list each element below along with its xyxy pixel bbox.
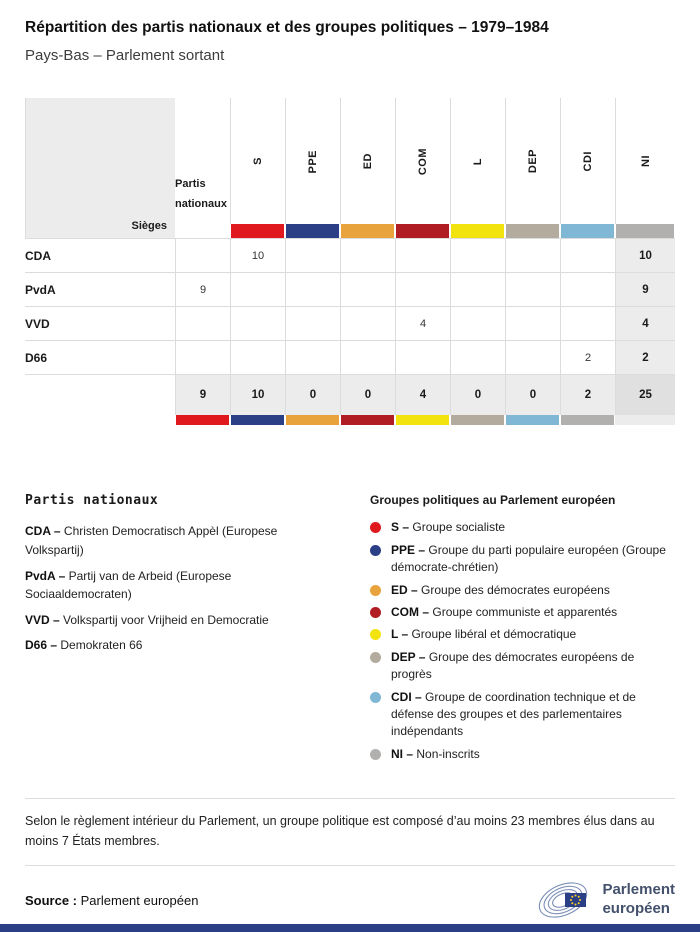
party-name: D66 bbox=[25, 340, 175, 374]
party-name: PvdA bbox=[25, 272, 175, 306]
total-cell: 10 bbox=[230, 374, 285, 415]
total-seats: 25 bbox=[615, 374, 675, 415]
header-bar-spacer bbox=[175, 224, 230, 238]
total-cell: 0 bbox=[340, 374, 395, 415]
color-bar-s-bottom bbox=[175, 415, 230, 425]
table-cell bbox=[505, 238, 560, 272]
party-legend-item: CDA – Christen Democratisch Appèl (Europese Volkspartij) bbox=[25, 524, 278, 557]
column-header-ppe: PPE bbox=[285, 98, 340, 224]
table-cell bbox=[450, 340, 505, 374]
column-header-s: S bbox=[230, 98, 285, 224]
seats-cell: 10 bbox=[615, 238, 675, 272]
table-cell bbox=[505, 272, 560, 306]
color-bar-dep bbox=[505, 224, 560, 238]
european-parliament-logo bbox=[536, 877, 675, 923]
seats-table bbox=[25, 98, 675, 425]
total-cell: 2 bbox=[560, 374, 615, 415]
page-subtitle: Pays-Bas – Parlement sortant bbox=[25, 47, 225, 65]
table-cell bbox=[175, 340, 230, 374]
legend-section bbox=[25, 493, 675, 768]
table-cell bbox=[340, 272, 395, 306]
footer bbox=[25, 874, 675, 926]
political-groups-legend bbox=[370, 493, 675, 768]
table-cell bbox=[340, 238, 395, 272]
ep-logo-wordmark: Parlement européen bbox=[602, 881, 675, 918]
seats-cell: 2 bbox=[615, 340, 675, 374]
table-cell bbox=[175, 306, 230, 340]
party-name: CDA bbox=[25, 238, 175, 272]
group-legend-item: S – Groupe socialiste bbox=[370, 519, 675, 536]
color-bar-ppe-bottom bbox=[230, 415, 285, 425]
color-bar-cdi-bottom bbox=[505, 415, 560, 425]
group-legend-item: PPE – Groupe du parti populaire européen (Groupe démocrate-chrétien) bbox=[370, 542, 675, 577]
total-cell: 0 bbox=[450, 374, 505, 415]
table-cell bbox=[285, 238, 340, 272]
source-label: Source : bbox=[25, 892, 78, 908]
group-color-dot-com bbox=[370, 607, 381, 618]
column-header-ed: ED bbox=[340, 98, 395, 224]
table-cell bbox=[340, 306, 395, 340]
group-color-dot-s bbox=[370, 522, 381, 533]
column-header-seats: Sièges bbox=[25, 98, 175, 238]
color-bar-ed bbox=[340, 224, 395, 238]
party-legend-item: D66 – Demokraten 66 bbox=[25, 638, 143, 653]
political-groups-title: Groupes politiques au Parlement européen bbox=[370, 493, 616, 508]
table-cell bbox=[560, 238, 615, 272]
table-cell: 4 bbox=[395, 306, 450, 340]
table-cell bbox=[340, 340, 395, 374]
total-cell: 4 bbox=[395, 374, 450, 415]
table-cell bbox=[285, 306, 340, 340]
column-header-ni: NI bbox=[615, 98, 675, 224]
table-cell: 9 bbox=[175, 272, 230, 306]
table-cell bbox=[450, 272, 505, 306]
color-bar-ni bbox=[615, 224, 675, 238]
total-cell: 0 bbox=[285, 374, 340, 415]
group-color-dot-l bbox=[370, 629, 381, 640]
table-cell bbox=[230, 306, 285, 340]
table-cell bbox=[560, 272, 615, 306]
table-cell bbox=[560, 306, 615, 340]
color-bar-com-bottom bbox=[340, 415, 395, 425]
table-cell bbox=[450, 306, 505, 340]
column-header-com: COM bbox=[395, 98, 450, 224]
group-legend-item: ED – Groupe des démocrates européens bbox=[370, 582, 675, 599]
color-bar-ed-bottom bbox=[285, 415, 340, 425]
total-cell: 9 bbox=[175, 374, 230, 415]
table-cell: 10 bbox=[230, 238, 285, 272]
column-header-cdi: CDI bbox=[560, 98, 615, 224]
column-header-l: L bbox=[450, 98, 505, 224]
group-legend-item: NI – Non-inscrits bbox=[370, 746, 675, 763]
column-header-dep: DEP bbox=[505, 98, 560, 224]
bottom-accent-bar bbox=[0, 924, 700, 932]
table-cell bbox=[285, 272, 340, 306]
table-cell bbox=[395, 340, 450, 374]
table-cell bbox=[505, 306, 560, 340]
seats-cell: 4 bbox=[615, 306, 675, 340]
color-bar-com bbox=[395, 224, 450, 238]
totals-spacer bbox=[25, 374, 175, 415]
group-legend-item: COM – Groupe communiste et apparentés bbox=[370, 604, 675, 621]
total-cell: 0 bbox=[505, 374, 560, 415]
color-bar-cdi bbox=[560, 224, 615, 238]
table-cell bbox=[175, 238, 230, 272]
group-color-dot-dep bbox=[370, 652, 381, 663]
table-cell bbox=[450, 238, 505, 272]
group-color-dot-ppe bbox=[370, 545, 381, 556]
party-legend-item: VVD – Volkspartij voor Vrijheid en Democratie bbox=[25, 612, 269, 627]
national-parties-title: Partis nationaux bbox=[25, 493, 159, 509]
color-bar-l-bottom bbox=[395, 415, 450, 425]
group-legend-item: L – Groupe libéral et démocratique bbox=[370, 626, 675, 643]
table-cell bbox=[285, 340, 340, 374]
row-header-label: Partis nationaux bbox=[175, 177, 227, 210]
footer-bar-spacer bbox=[25, 415, 175, 425]
table-cell bbox=[505, 340, 560, 374]
group-color-dot-cdi bbox=[370, 692, 381, 703]
color-bar-ppe bbox=[285, 224, 340, 238]
group-color-dot-ni bbox=[370, 749, 381, 760]
seats-cell: 9 bbox=[615, 272, 675, 306]
color-bar-dep-bottom bbox=[450, 415, 505, 425]
group-legend-item: CDI – Groupe de coordination technique et de défense des groupes et des parlementaires indépendants bbox=[370, 689, 675, 741]
table-cell bbox=[395, 272, 450, 306]
rules-footnote: Selon le règlement intérieur du Parlement, un groupe politique est composé d’au moins 23 membres élus dans au moins 7 États membres. bbox=[25, 798, 675, 866]
source-line bbox=[25, 893, 198, 908]
ep-logo-swirl-icon bbox=[536, 877, 596, 923]
group-color-dot-ed bbox=[370, 585, 381, 596]
source-value: Parlement européen bbox=[80, 892, 199, 908]
party-name: VVD bbox=[25, 306, 175, 340]
table-cell bbox=[395, 238, 450, 272]
table-cell bbox=[230, 340, 285, 374]
group-legend-item: DEP – Groupe des démocrates européens de progrès bbox=[370, 649, 675, 684]
seats-column-footer bbox=[615, 415, 675, 425]
color-bar-ni-bottom bbox=[560, 415, 615, 425]
row-header-cell bbox=[175, 98, 230, 224]
table-cell bbox=[230, 272, 285, 306]
page-title: Répartition des partis nationaux et des groupes politiques – 1979–1984 bbox=[25, 19, 549, 36]
color-bar-l bbox=[450, 224, 505, 238]
party-legend-item: PvdA – Partij van de Arbeid (Europese Sociaaldemocraten) bbox=[25, 568, 232, 602]
table-cell: 2 bbox=[560, 340, 615, 374]
color-bar-s bbox=[230, 224, 285, 238]
national-parties-legend bbox=[25, 493, 345, 768]
